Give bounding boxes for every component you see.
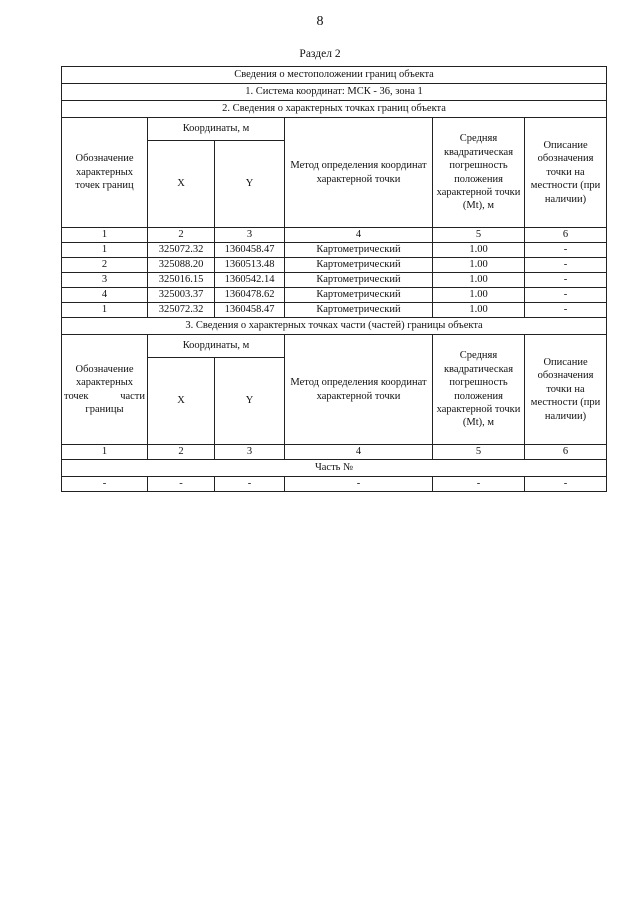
p2-header-y: Y (215, 141, 285, 228)
method: Картометрический (285, 303, 433, 318)
col-number: 5 (433, 228, 525, 243)
table-row (62, 243, 607, 258)
coord-x: 325016.15 (148, 273, 215, 288)
table-row (62, 477, 607, 492)
part3-title: 3. Сведения о характерных точках части (частей) границы объекта (62, 318, 607, 335)
error-mt: 1.00 (433, 303, 525, 318)
part2-title: 2. Сведения о характерных точках границ объекта (62, 101, 607, 118)
coord-y: 1360478.62 (215, 288, 285, 303)
point-id: 3 (62, 273, 148, 288)
p2-header-error: Средняя квадратическая погрешность положения характерной точки (Mt), м (433, 118, 525, 228)
description: - (525, 303, 607, 318)
col-number: 2 (148, 228, 215, 243)
col-number: 1 (62, 228, 148, 243)
col-number: 6 (525, 228, 607, 243)
p3-designation-line: характерных (75, 377, 134, 389)
empty-cell: - (215, 477, 285, 492)
coord-system: 1. Система координат: МСК - 36, зона 1 (62, 84, 607, 101)
error-mt: 1.00 (433, 258, 525, 273)
p3-header-designation (62, 335, 148, 445)
coord-x: 325072.32 (148, 303, 215, 318)
error-mt: 1.00 (433, 243, 525, 258)
description: - (525, 243, 607, 258)
p2-column-numbers (62, 228, 607, 243)
description: - (525, 258, 607, 273)
p3-header-coords: Координаты, м (148, 335, 285, 358)
table-row (62, 258, 607, 273)
p3-header-y: Y (215, 358, 285, 445)
col-number: 4 (285, 228, 433, 243)
point-id: 1 (62, 303, 148, 318)
empty-cell: - (148, 477, 215, 492)
table-title: Сведения о местоположении границ объекта (62, 67, 607, 84)
method: Картометрический (285, 288, 433, 303)
empty-cell: - (433, 477, 525, 492)
p3-designation-line: точек части (64, 390, 145, 402)
error-mt: 1.00 (433, 273, 525, 288)
coord-x: 325003.37 (148, 288, 215, 303)
p3-header-x: X (148, 358, 215, 445)
description: - (525, 273, 607, 288)
point-id: 1 (62, 243, 148, 258)
coord-y: 1360458.47 (215, 243, 285, 258)
page-number: 8 (316, 14, 324, 29)
col-number: 4 (285, 445, 433, 460)
p2-header-method: Метод определения координат характерной точки (285, 118, 433, 228)
p3-header-description: Описание обозначения точки на местности (при наличии) (525, 335, 607, 445)
point-id: 4 (62, 288, 148, 303)
coord-y: 1360513.48 (215, 258, 285, 273)
method: Картометрический (285, 273, 433, 288)
part-number-label: Часть № (62, 460, 607, 477)
p2-header-x: X (148, 141, 215, 228)
empty-cell: - (285, 477, 433, 492)
coord-x: 325072.32 (148, 243, 215, 258)
coord-x: 325088.20 (148, 258, 215, 273)
p2-header-coords: Координаты, м (148, 118, 285, 141)
col-number: 1 (62, 445, 148, 460)
method: Картометрический (285, 258, 433, 273)
col-number: 5 (433, 445, 525, 460)
method: Картометрический (285, 243, 433, 258)
p3-designation-line: границы (85, 403, 124, 415)
point-id: 2 (62, 258, 148, 273)
description: - (525, 288, 607, 303)
p2-header-description: Описание обозначения точки на местности (при наличии) (525, 118, 607, 228)
coord-y: 1360542.14 (215, 273, 285, 288)
col-number: 6 (525, 445, 607, 460)
empty-cell: - (525, 477, 607, 492)
p3-header-error: Средняя квадратическая погрешность положения характерной точки (Mt), м (433, 335, 525, 445)
col-number: 3 (215, 228, 285, 243)
coord-y: 1360458.47 (215, 303, 285, 318)
empty-cell: - (62, 477, 148, 492)
error-mt: 1.00 (433, 288, 525, 303)
p2-header-designation: Обозначение характерных точек границ (62, 118, 148, 228)
table-row (62, 288, 607, 303)
p3-header-method: Метод определения координат характерной точки (285, 335, 433, 445)
p3-designation-line: Обозначение (75, 363, 134, 375)
table-row (62, 303, 607, 318)
boundary-table (61, 66, 607, 492)
p3-column-numbers (62, 445, 607, 460)
col-number: 2 (148, 445, 215, 460)
col-number: 3 (215, 445, 285, 460)
section-title: Раздел 2 (299, 48, 341, 60)
table-row (62, 273, 607, 288)
